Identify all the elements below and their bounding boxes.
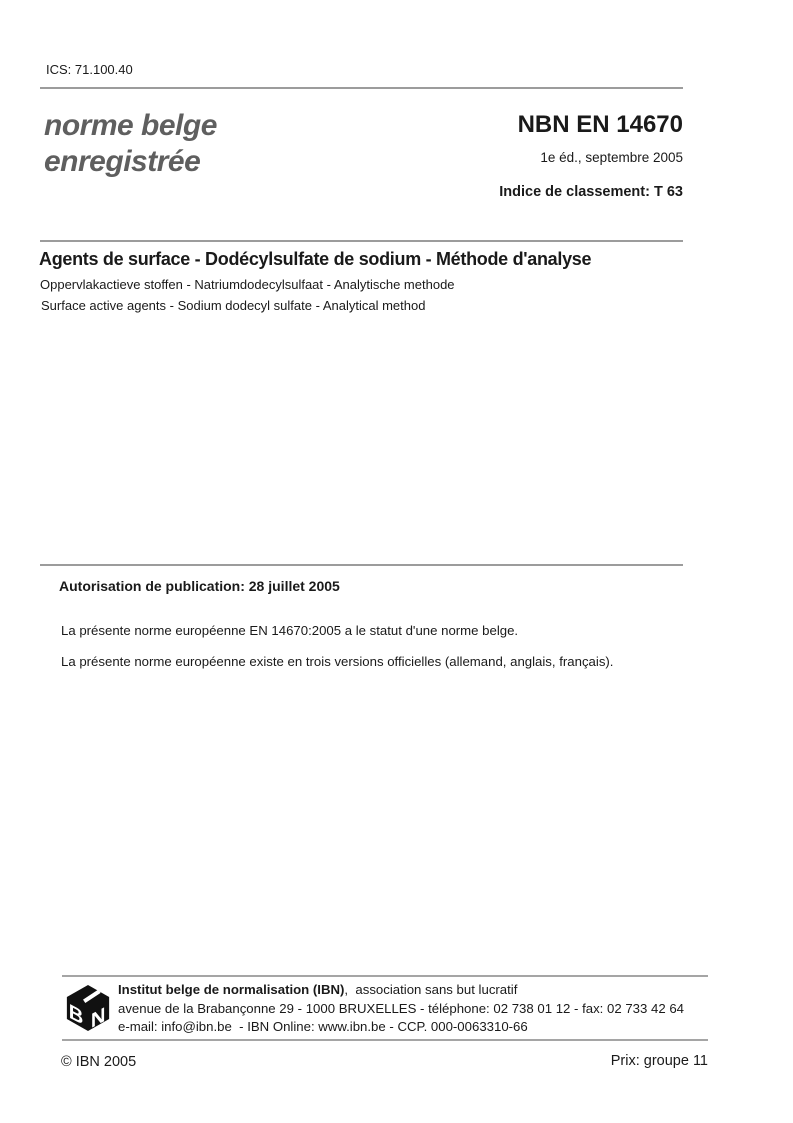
ics-code: ICS: 71.100.40 [46, 62, 133, 77]
price-group: Prix: groupe 11 [610, 1053, 708, 1069]
publisher-box-bottom-rule [62, 1039, 708, 1041]
publisher-contact-line: e-mail: info@ibn.be - IBN Online: www.ibn.be - CCP. 000-0063310-66 [118, 1019, 528, 1035]
document-type-heading [44, 108, 217, 180]
ibn-logo-letter-n: N [90, 1002, 106, 1033]
copyright-notice: © IBN 2005 [61, 1054, 137, 1070]
doc-type-line2: enregistrée [44, 145, 201, 178]
authorization-line: Autorisation de publication: 28 juillet 2005 [59, 578, 340, 594]
classification-index: Indice de classement: T 63 [499, 184, 683, 200]
publisher-box-top-rule [62, 975, 708, 977]
standard-number: NBN EN 14670 [517, 111, 683, 138]
publisher-name-line [118, 981, 684, 1000]
ibn-logo-cube-icon [64, 983, 112, 1033]
title-dutch: Oppervlakactieve stoffen - Natriumdodecylsulfaat - Analytische methode [40, 277, 455, 292]
publisher-name: Institut belge de normalisation (IBN) [118, 982, 345, 997]
edition-date: 1e éd., septembre 2005 [540, 150, 683, 165]
doc-type-line1: norme belge [44, 109, 217, 142]
title-divider [40, 240, 683, 242]
versions-statement: La présente norme européenne existe en trois versions officielles (allemand, anglais, français). [61, 654, 614, 669]
ibn-logo-letter-b: B [68, 999, 84, 1030]
title-english: Surface active agents - Sodium dodecyl sulfate - Analytical method [41, 298, 426, 313]
publisher-address-line: avenue de la Brabançonne 29 - 1000 BRUXELLES - téléphone: 02 738 01 12 - fax: 02 733 42 64 [118, 1000, 685, 1016]
header-divider [40, 87, 683, 89]
authorization-divider [40, 564, 683, 566]
status-statement: La présente norme européenne EN 14670:2005 a le statut d'une norme belge. [61, 623, 519, 638]
title-french: Agents de surface - Dodécylsulfate de sodium - Méthode d'analyse [39, 249, 592, 269]
publisher-info-block [118, 981, 684, 1037]
publisher-name-suffix: , association sans but lucratif [344, 982, 518, 997]
